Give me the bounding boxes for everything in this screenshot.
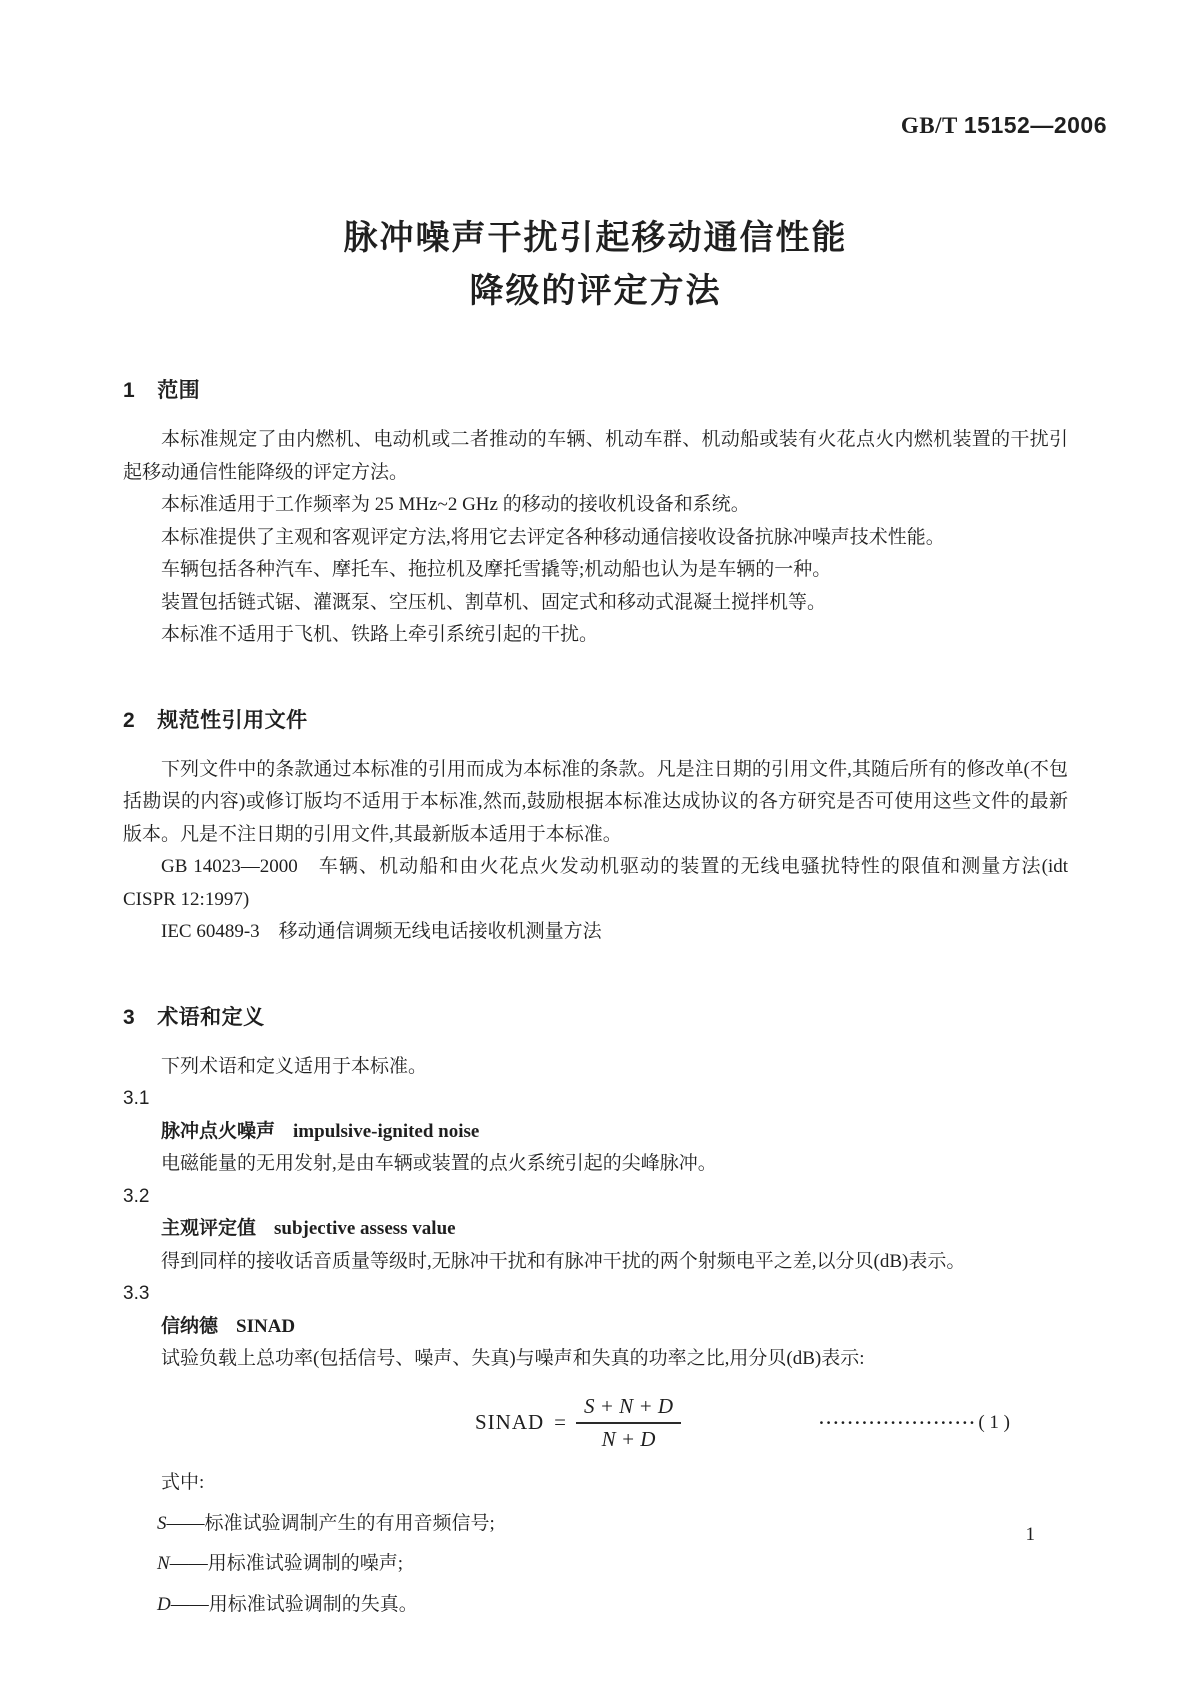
formula-leader: [819, 1412, 1010, 1434]
term-3-2-definition: 得到同样的接收话音质量等级时,无脉冲干扰和有脉冲干扰的两个射频电平之差,以分贝(dB)表示。: [161, 1250, 966, 1272]
symbol-s: S: [157, 1512, 167, 1534]
term-3-3: [123, 1311, 1068, 1344]
paragraph: 本标准提供了主观和客观评定方法,将用它去评定各种移动通信接收设备抗脉冲噪声技术性能。: [161, 526, 945, 548]
section-1-title: 范围: [157, 379, 201, 402]
paragraph: 本标准适用于工作频率为 25 MHz~2 GHz 的移动的接收机设备和系统。: [161, 494, 750, 515]
symbol-d: D: [157, 1593, 171, 1615]
section-3-number: 3: [123, 1005, 136, 1029]
section-1-heading: [123, 374, 1068, 404]
term-3-2: [123, 1213, 1068, 1246]
leader-dots: ······················: [818, 1412, 977, 1432]
formula-fraction: [576, 1394, 681, 1452]
document-title: [123, 212, 1068, 318]
reference-entry: IEC 60489-3 移动通信调频无线电话接收机测量方法: [161, 921, 602, 942]
term-3-1-definition: 电磁能量的无用发射,是由车辆或装置的点火系统引起的尖峰脉冲。: [161, 1153, 717, 1174]
page-number: 1: [1025, 1524, 1035, 1545]
document-title-line2: 降级的评定方法: [469, 272, 722, 310]
paragraph: 本标准不适用于飞机、铁路上牵引系统引起的干扰。: [161, 624, 599, 645]
section-2-number: 2: [123, 708, 136, 732]
term-3-2-en: subjective assess value: [274, 1218, 456, 1239]
term-3-2-cn: 主观评定值: [161, 1218, 257, 1239]
formula-equals-sign: =: [554, 1410, 567, 1434]
symbol-s-desc: ——标准试验调制产生的有用音频信号;: [166, 1512, 495, 1534]
formula-lhs: SINAD: [475, 1410, 545, 1434]
term-3-1: [123, 1116, 1068, 1149]
formula-denominator: N + D: [601, 1426, 656, 1451]
paragraph: 下列文件中的条款通过本标准的引用而成为本标准的条款。凡是注日期的引用文件,其随后所有的修改单(不包括勘误的内容)或修订版均不适用于本标准,然而,鼓励根据本标准达成协议的各方研究是否可使用这些文件的最新版本。凡是不注日期的引用文件,其最新版本适用于本标准。: [123, 758, 1068, 845]
term-3-3-cn: 信纳德: [161, 1315, 219, 1337]
paragraph: 装置包括链式锯、灌溉泵、空压机、割草机、固定式和移动式混凝土搅拌机等。: [161, 591, 827, 613]
page-content: [123, 140, 1068, 1621]
term-3-1-cn: 脉冲点火噪声: [161, 1120, 276, 1142]
section-3-title: 术语和定义: [157, 1005, 265, 1029]
formula-numerator: S + N + D: [576, 1394, 681, 1424]
formula-expression: [475, 1394, 681, 1452]
section-3-intro: 下列术语和定义适用于本标准。: [161, 1055, 428, 1077]
equation-number: ( 1 ): [978, 1411, 1010, 1433]
standard-code: [901, 112, 1107, 139]
standard-code-prefix: GB/T: [900, 113, 958, 138]
paragraph: 本标准规定了由内燃机、电动机或二者推动的车辆、机动车群、机动船或装有火花点火内燃机装置的干扰引起移动通信性能降级的评定方法。: [123, 429, 1068, 483]
where-label: 式中:: [161, 1471, 205, 1493]
paragraph: 车辆包括各种汽车、摩托车、拖拉机及摩托雪撬等;机动船也认为是车辆的一种。: [161, 559, 832, 580]
symbol-definition-s: [123, 1508, 1068, 1541]
formula-sinad: [123, 1394, 1068, 1452]
symbol-definition-d: [123, 1589, 1068, 1622]
symbol-n: N: [157, 1553, 170, 1574]
clause-number-3-1: 3.1: [123, 1088, 150, 1109]
clause-number-3-2: 3.2: [123, 1185, 150, 1207]
symbol-definition-n: [123, 1548, 1068, 1581]
section-3-heading: [123, 1001, 1068, 1031]
document-title-line1: 脉冲噪声干扰引起移动通信性能: [343, 219, 848, 257]
section-1-number: 1: [123, 379, 136, 402]
section-2-title: 规范性引用文件: [157, 708, 308, 732]
term-3-3-en: SINAD: [236, 1315, 296, 1337]
symbol-n-desc: ——用标准试验调制的噪声;: [169, 1553, 403, 1574]
standard-code-number: 15152—2006: [963, 112, 1107, 138]
clause-number-3-3: 3.3: [123, 1283, 150, 1304]
reference-entry: GB 14023—2000 车辆、机动船和由火花点火发动机驱动的装置的无线电骚扰特性的限值和测量方法(idt CISPR 12:1997): [123, 856, 1068, 910]
term-3-1-en: impulsive-ignited noise: [293, 1120, 480, 1142]
term-3-3-definition: 试验负载上总功率(包括信号、噪声、失真)与噪声和失真的功率之比,用分贝(dB)表示:: [161, 1348, 865, 1369]
section-2-heading: [123, 704, 1068, 734]
symbol-d-desc: ——用标准试验调制的失真。: [170, 1593, 418, 1615]
